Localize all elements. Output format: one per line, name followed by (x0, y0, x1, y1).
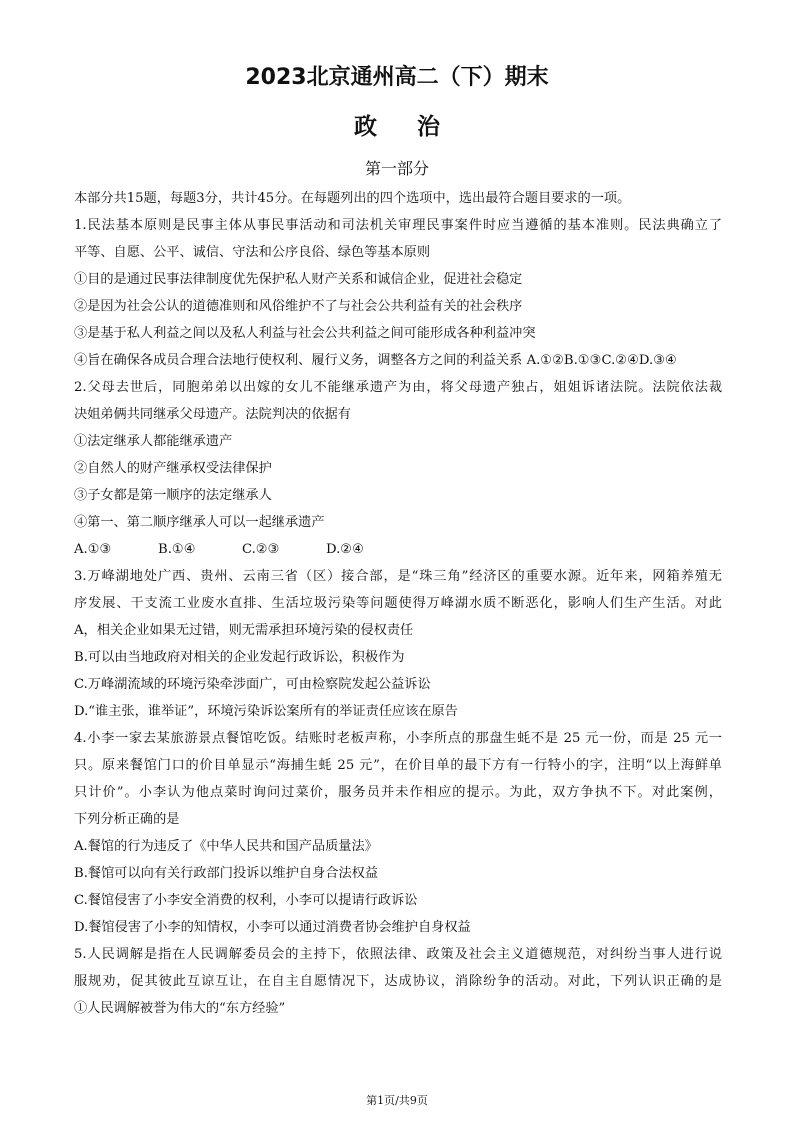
q3-option-d: D.“谁主张，谁举证”，环境污染诉讼案所有的举证责任应该在原告 (74, 704, 458, 719)
q4-stem-line-1: 4.小李一家去某旅游景点餐馆吃饭。结账时老板声称，小李所点的那盘生蚝不是 25 元一份，而是 25 元一 (74, 731, 722, 746)
q3-option-c: C.万峰湖流域的环境污染牵涉面广，可由检察院发起公益诉讼 (74, 677, 431, 692)
q1-statement-1: ①目的是通过民事法律制度优先保护私人财产关系和诚信企业，促进社会稳定 (74, 272, 523, 287)
q2-stem-line-2: 决姐弟俩共同继承父母遗产。法院判决的依据有 (74, 407, 351, 422)
q2-option-d: D.②④ (326, 542, 364, 557)
subject-heading: 政治 (354, 114, 480, 140)
q1-statement-4-with-options: ④旨在确保各成员合理合法地行使权利、履行义务，调整各方之间的利益关系 A.①②B.①③C.②④D.③④ (74, 353, 677, 368)
q5-stem-line-1: 5.人民调解是指在人民调解委员会的主持下，依照法律、政策及社会主义道德规范，对纠纷当事人进行说 (74, 947, 722, 962)
exam-title: 2023北京通州高二（下）期末 (245, 65, 549, 90)
q3-stem-line-2: 序发展、干支流工业废水直排、生活垃圾污染等问题使得万峰湖水质不断恶化，影响人们生产生活。对此 (74, 596, 722, 611)
q2-statement-1: ①法定继承人都能继承遗产 (74, 434, 233, 449)
q5-statement-1: ①人民调解被誉为伟大的“东方经验” (74, 1001, 286, 1016)
q1-statement-3: ③是基于私人利益之间以及私人利益与社会公共利益之间可能形成各种利益冲突 (74, 326, 536, 341)
q2-stem-line-1: 2.父母去世后，同胞弟弟以出嫁的女儿不能继承遗产为由，将父母遗产独占，姐姐诉诸法院。法院依法裁 (74, 380, 722, 395)
q1-stem-line-2: 平等、自愿、公平、诚信、守法和公序良俗、绿色等基本原则 (74, 245, 431, 260)
q2-options (74, 541, 722, 559)
page-number: 第1页/共9页 (366, 1094, 428, 1107)
q4-option-a: A.餐馆的行为违反了《中华人民共和国产品质量法》 (74, 839, 378, 854)
q4-stem-line-2: 只。原来餐馆门口的价目单显示“海捕生蚝 25 元”，在价目单的最下方有一行特小的字，注明“以上海鲜单 (74, 758, 722, 773)
q2-statement-3: ③子女都是第一顺序的法定继承人 (74, 488, 272, 503)
q2-statement-2: ②自然人的财产继承权受法律保护 (74, 461, 272, 476)
q4-option-c: C.餐馆侵害了小李安全消费的权利，小李可以提请行政诉讼 (74, 893, 418, 908)
q2-option-a: A.①③ (74, 542, 112, 557)
q4-option-b: B.餐馆可以向有关行政部门投诉以维护自身合法权益 (74, 866, 379, 881)
q4-option-d: D.餐馆侵害了小李的知情权，小李可以通过消费者协会维护自身权益 (74, 920, 471, 935)
q2-statement-4: ④第一、第二顺序继承人可以一起继承遗产 (74, 515, 325, 530)
q2-option-b: B.①④ (158, 542, 196, 557)
section-instructions: 本部分共15题，每题3分，共计45分。在每题列出的四个选项中，选出最符合题目要求的一项。 (74, 191, 631, 206)
q3-stem-line-1: 3.万峰湖地处广西、贵州、云南三省（区）接合部，是“珠三角”经济区的重要水源。近年来，网箱养殖无 (74, 569, 722, 584)
q4-stem-line-4: 下列分析正确的是 (74, 812, 180, 827)
part-heading: 第一部分 (364, 159, 429, 178)
q5-stem-line-2: 服规劝，促其彼此互谅互让，在自主自愿情况下，达成协议，消除纷争的活动。对此，下列认识正确的是 (74, 974, 722, 989)
q4-stem-line-3: 只计价”。小李认为他点菜时询问过菜价，服务员并未作相应的提示。为此，双方争执不下。对此案例， (74, 785, 722, 800)
q3-option-a: A，相关企业如果无过错，则无需承担环境污染的侵权责任 (74, 623, 414, 638)
q1-stem-line-1: 1.民法基本原则是民事主体从事民事活动和司法机关审理民事案件时应当遵循的基本准则。民法典确立了 (74, 218, 722, 233)
q2-option-c: C.②③ (242, 542, 280, 557)
q3-option-b: B.可以由当地政府对相关的企业发起行政诉讼，积极作为 (74, 650, 405, 665)
q1-statement-2: ②是因为社会公认的道德准则和风俗维护不了与社会公共利益有关的社会秩序 (74, 299, 523, 314)
